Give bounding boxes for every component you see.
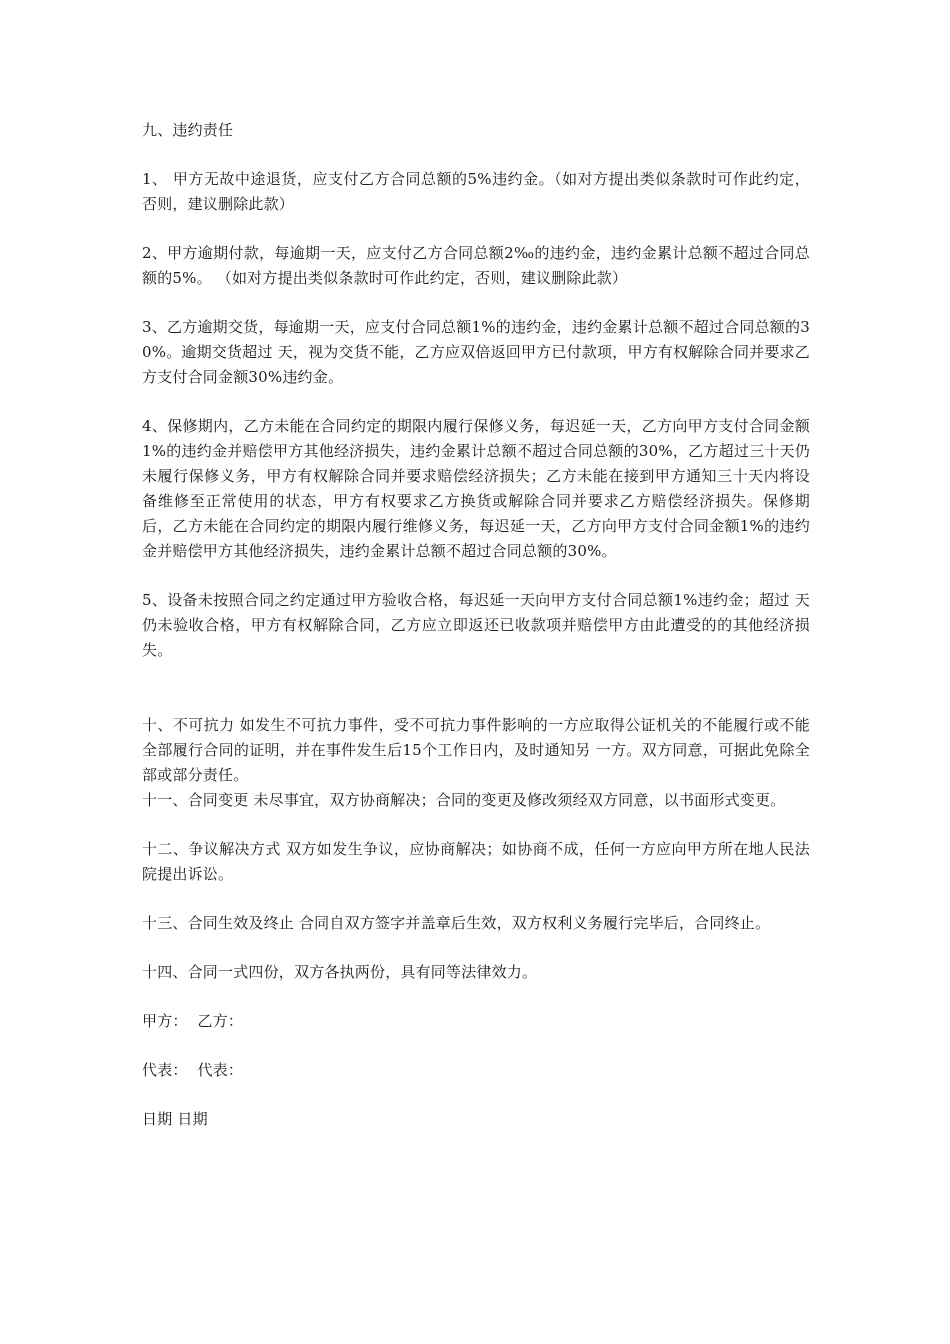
section-9-item-4: 4、保修期内，乙方未能在合同约定的期限内履行保修义务，每迟延一天，乙方向甲方支付合同金额1%的违约金并赔偿甲方其他经济损失，违约金累计总额不超过合同总额的30%，乙方超过三十天仍未履行保修义务，甲方有权解除合同并要求赔偿经济损失；乙方未能在接到甲方通知三十天内将设备维修至正常使用的状态，甲方有权要求乙方换货或解除合同并要求乙方赔偿经济损失。保修期后，乙方未能在合同约定的期限内履行维修义务，每迟延一天，乙方向甲方支付合同金额1%的违约金并赔偿甲方其他经济损失，违约金累计总额不超过合同总额的30%。 [142,417,810,560]
section-10-force-majeure: 十、不可抗力 如发生不可抗力事件，受不可抗力事件影响的一方应取得公证机关的不能履行或不能全部履行合同的证明，并在事件发生后15个工作日内，及时通知另 一方。双方同意，可据此免除全部或部分责任。 [142,716,810,784]
section-11-contract-change: 十一、合同变更 未尽事宜，双方协商解决；合同的变更及修改须经双方同意，以书面形式变更。 [142,791,786,809]
section-13-effect-termination: 十三、合同生效及终止 合同自双方签字并盖章后生效，双方权利义务履行完毕后，合同终止。 [142,914,771,932]
signature-representatives: 代表： 代表： [142,1061,244,1079]
section-9-item-3: 3、乙方逾期交货，每逾期一天，应支付合同总额1%的违约金，违约金累计总额不超过合同总额的30%。逾期交货超过 天，视为交货不能，乙方应双倍返回甲方已付款项，甲方有权解除合同并要求乙方支付合同金额30%违约金。 [142,318,810,386]
section-14-copies: 十四、合同一式四份，双方各执两份，具有同等法律效力。 [142,963,538,981]
spacer [142,687,810,713]
section-9-item-5: 5、设备未按照合同之约定通过甲方验收合格，每迟延一天向甲方支付合同总额1%违约金；超过 天仍未验收合格，甲方有权解除合同，乙方应立即返还已收款项并赔偿甲方由此遭受的的其他经济损失。 [142,591,810,659]
section-12-dispute-resolution: 十二、争议解决方式 双方如发生争议，应协商解决；如协商不成，任何一方应向甲方所在地人民法院提出诉讼。 [142,840,810,883]
section-9-item-1: 1、 甲方无故中途退货，应支付乙方合同总额的5%违约金。（如对方提出类似条款时可作此约定，否则，建议删除此款） [142,170,810,213]
section-9-item-2: 2、甲方逾期付款，每逾期一天，应支付乙方合同总额2‰的违约金，违约金累计总额不超过合同总额的5%。 （如对方提出类似条款时可作此约定，否则，建议删除此款） [142,244,810,287]
signature-parties: 甲方： 乙方： [142,1012,244,1030]
contract-page [142,118,810,1156]
section-9-title: 九、违约责任 [142,121,234,139]
signature-dates: 日期 日期 [142,1110,208,1128]
